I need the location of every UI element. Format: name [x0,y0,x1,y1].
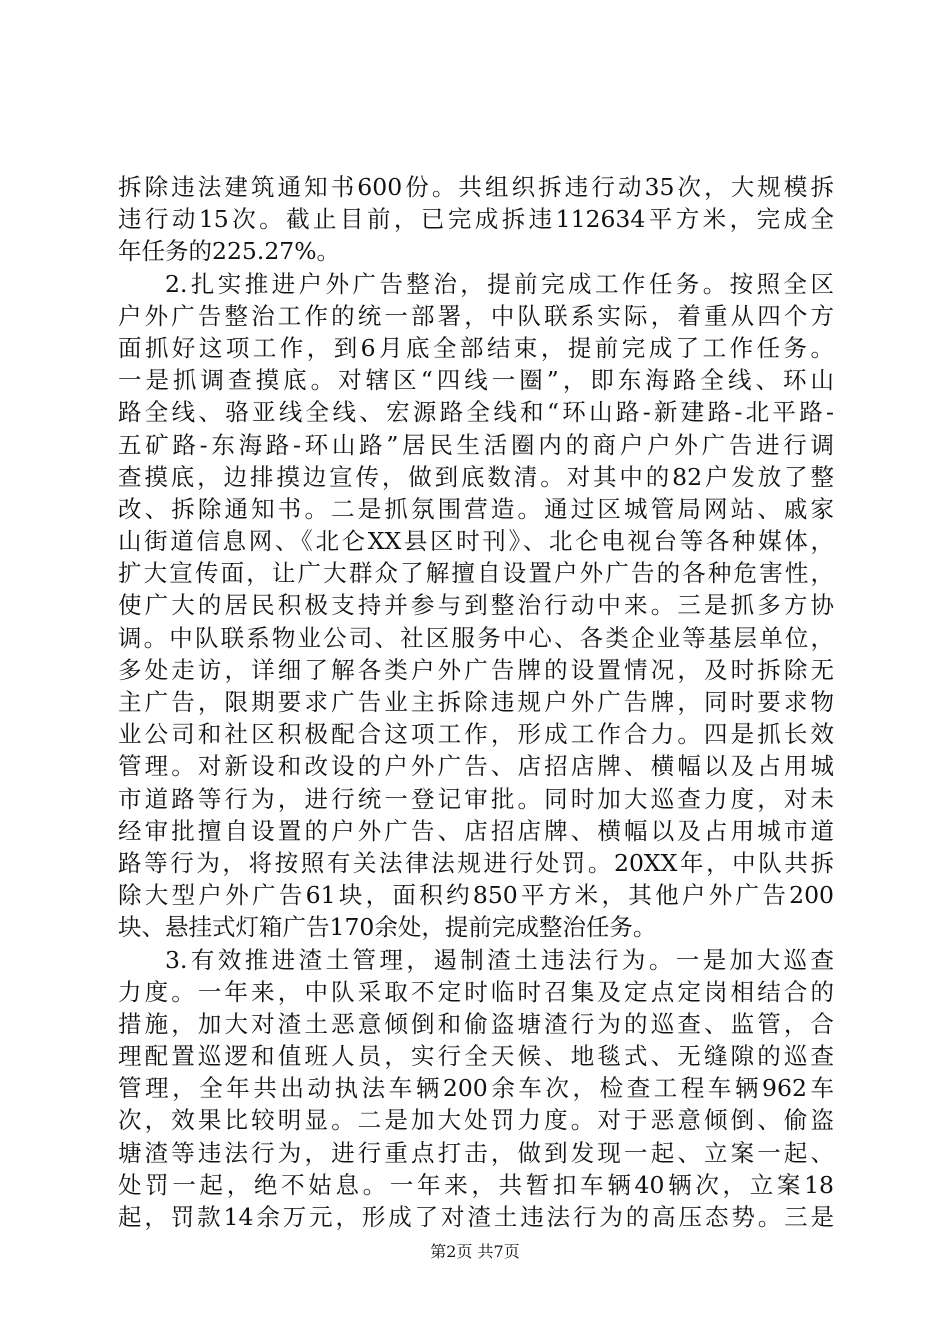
text-line: 路全线、骆亚线全线、宏源路全线和“环山路-新建路-北平路- [118,398,834,427]
text-line: 年任务的225.27%。 [118,237,341,266]
page-number-footer: 第2页 共7页 [430,1242,520,1261]
text-line: 管理，全年共出动执法车辆200余车次，检查工程车辆962车 [118,1074,834,1103]
text-line: 3.有效推进渣土管理，遏制渣土违法行为。一是加大巡查 [165,945,834,974]
text-line: 除大型户外广告61块，面积约850平方米，其他户外广告200 [118,881,834,910]
text-line: 一是抓调查摸底。对辖区“四线一圈”，即东海路全线、环山 [118,366,834,395]
text-line: 主广告，限期要求广告业主拆除违规户外广告牌，同时要求物 [118,688,834,716]
text-line: 块、悬挂式灯箱广告170余处，提前完成整治任务。 [118,913,657,942]
text-line: 使广大的居民积极支持并参与到整治行动中来。三是抓多方协 [118,591,834,620]
text-line: 改、拆除通知书。二是抓氛围营造。通过区城管局网站、戚家 [118,494,834,523]
text-line: 市道路等行为，进行统一登记审批。同时加大巡查力度，对未 [118,784,834,813]
text-line: 措施，加大对渣土恶意倾倒和偷盗塘渣行为的巡查、监管，合 [118,1009,834,1038]
text-line: 处罚一起，绝不姑息。一年来，共暂扣车辆40辆次，立案18 [118,1170,834,1199]
text-line: 扩大宣传面，让广大群众了解擅自设置户外广告的各种危害性， [118,559,834,588]
text-line: 理配置巡逻和值班人员，实行全天候、地毯式、无缝隙的巡查 [118,1042,834,1071]
text-line: 管理。对新设和改设的户外广告、店招店牌、横幅以及占用城 [118,752,834,781]
text-line: 拆除违法建筑通知书600份。共组织拆违行动35次，大规模拆 [118,173,834,201]
text-line: 山街道信息网、《北仑XX县区时刊》、北仑电视台等各种媒体， [118,527,834,556]
text-line: 面抓好这项工作，到6月底全部结束，提前完成了工作任务。 [118,333,834,362]
text-line: 塘渣等违法行为，进行重点打击，做到发现一起、立案一起、 [118,1138,834,1167]
text-line: 多处走访，详细了解各类户外广告牌的设置情况，及时拆除无 [118,655,834,684]
text-line: 力度。一年来，中队采取不定时临时召集及定点定岗相结合的 [118,977,834,1006]
text-line: 调。中队联系物业公司、社区服务中心、各类企业等基层单位， [118,623,834,652]
text-line: 查摸底，边排摸边宣传，做到底数清。对其中的82户发放了整 [118,462,834,491]
text-line: 业公司和社区积极配合这项工作，形成工作合力。四是抓长效 [118,720,834,749]
text-line: 起，罚款14余万元，形成了对渣土违法行为的高压态势。三是 [118,1203,834,1231]
text-line: 2.扎实推进户外广告整治，提前完成工作任务。按照全区 [165,269,834,298]
text-line: 违行动15次。截止目前，已完成拆违112634平方米，完成全 [118,205,834,234]
text-line: 五矿路-东海路-环山路”居民生活圈内的商户户外广告进行调 [118,430,834,459]
text-line: 经审批擅自设置的户外广告、店招店牌、横幅以及占用城市道 [118,816,834,845]
text-line: 路等行为，将按照有关法律法规进行处罚。20XX年，中队共拆 [118,848,834,877]
text-line: 次，效果比较明显。二是加大处罚力度。对于恶意倾倒、偷盗 [118,1106,834,1135]
text-line: 户外广告整治工作的统一部署，中队联系实际，着重从四个方 [118,301,834,330]
document-body [118,171,834,1233]
